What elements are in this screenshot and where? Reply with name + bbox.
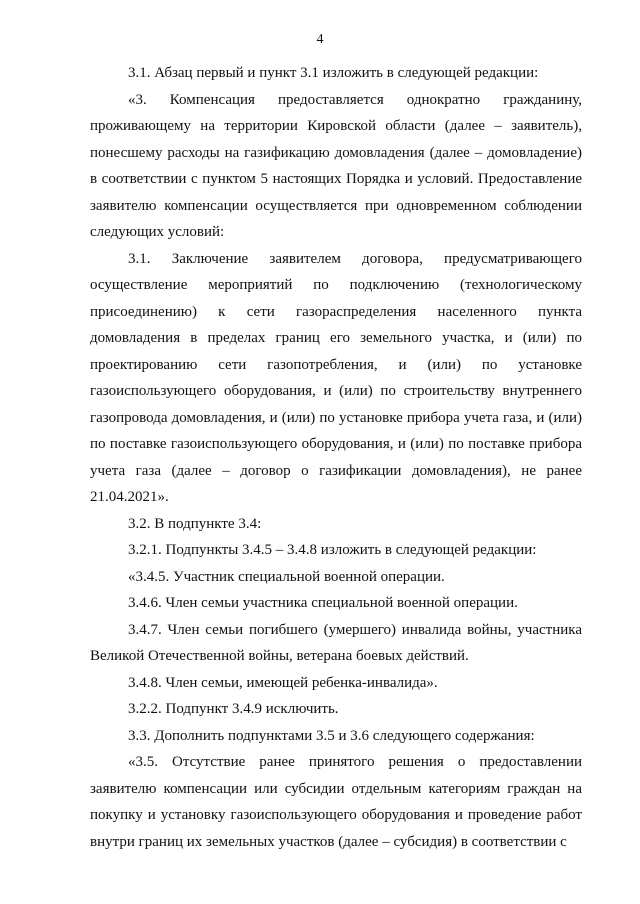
page-number: 4	[316, 32, 324, 47]
document-body	[90, 60, 582, 855]
paragraph-3-2-2: 3.2.2. Подпункт 3.4.9 исключить.	[128, 701, 339, 717]
paragraph-3-4-5: «3.4.5. Участник специальной военной операции.	[128, 568, 445, 585]
paragraph-3-4-7: 3.4.7. Член семьи погибшего (умершего) инвалида войны, участника Великой Отечественной войны, ветерана боевых действий.	[90, 621, 582, 664]
paragraph-item-3: «3. Компенсация предоставляется однократно гражданину, проживающему на территории Кировской области (далее – заявитель), понесшему расходы на газификацию домовладения (далее – домовладение) в соответствии с пунктом 5 настоящих Порядка и условий. Предоставление заявителю компенсации осуществляется при одновременном соблюдении следующих условий:	[90, 91, 582, 240]
paragraph-3-2-1: 3.2.1. Подпункты 3.4.5 – 3.4.8 изложить в следующей редакции:	[128, 542, 537, 558]
paragraph-3-2-intro: 3.2. В подпункте 3.4:	[128, 515, 262, 532]
paragraph-item-3-1: 3.1. Заключение заявителем договора, предусматривающего осуществление мероприятий по подключению (технологическому присоединению) к сети газораспределения населенного пункта домовладения в пределах границ его земельного участка, и (или) по проектированию сети газопотребления, и (или) по установке газоиспользующего оборудования, и (или) по строительству внутреннего газопровода домовладения, и (или) по установке прибора учета газа, и (или) по поставке газоиспользующего оборудования, и (или) по поставке прибора учета газа (далее – договор о газификации домовладения), не ранее 21.04.2021».	[90, 250, 582, 505]
paragraph-3-4-6: 3.4.6. Член семьи участника специальной военной операции.	[128, 595, 518, 611]
paragraph-3-5: «3.5. Отсутствие ранее принятого решения о предоставлении заявителю компенсации или субсидии отдельным категориям граждан на покупку и установку газоиспользующего оборудования и проведение работ внутри границ их земельных участков (далее – субсидия) в соответствии с	[90, 754, 582, 850]
paragraph-3-3-intro: 3.3. Дополнить подпунктами 3.5 и 3.6 следующего содержания:	[128, 727, 535, 744]
paragraph-3-4-8: 3.4.8. Член семьи, имеющей ребенка-инвалида».	[128, 674, 438, 691]
paragraph-3-1-intro: 3.1. Абзац первый и пункт 3.1 изложить в следующей редакции:	[128, 65, 539, 81]
